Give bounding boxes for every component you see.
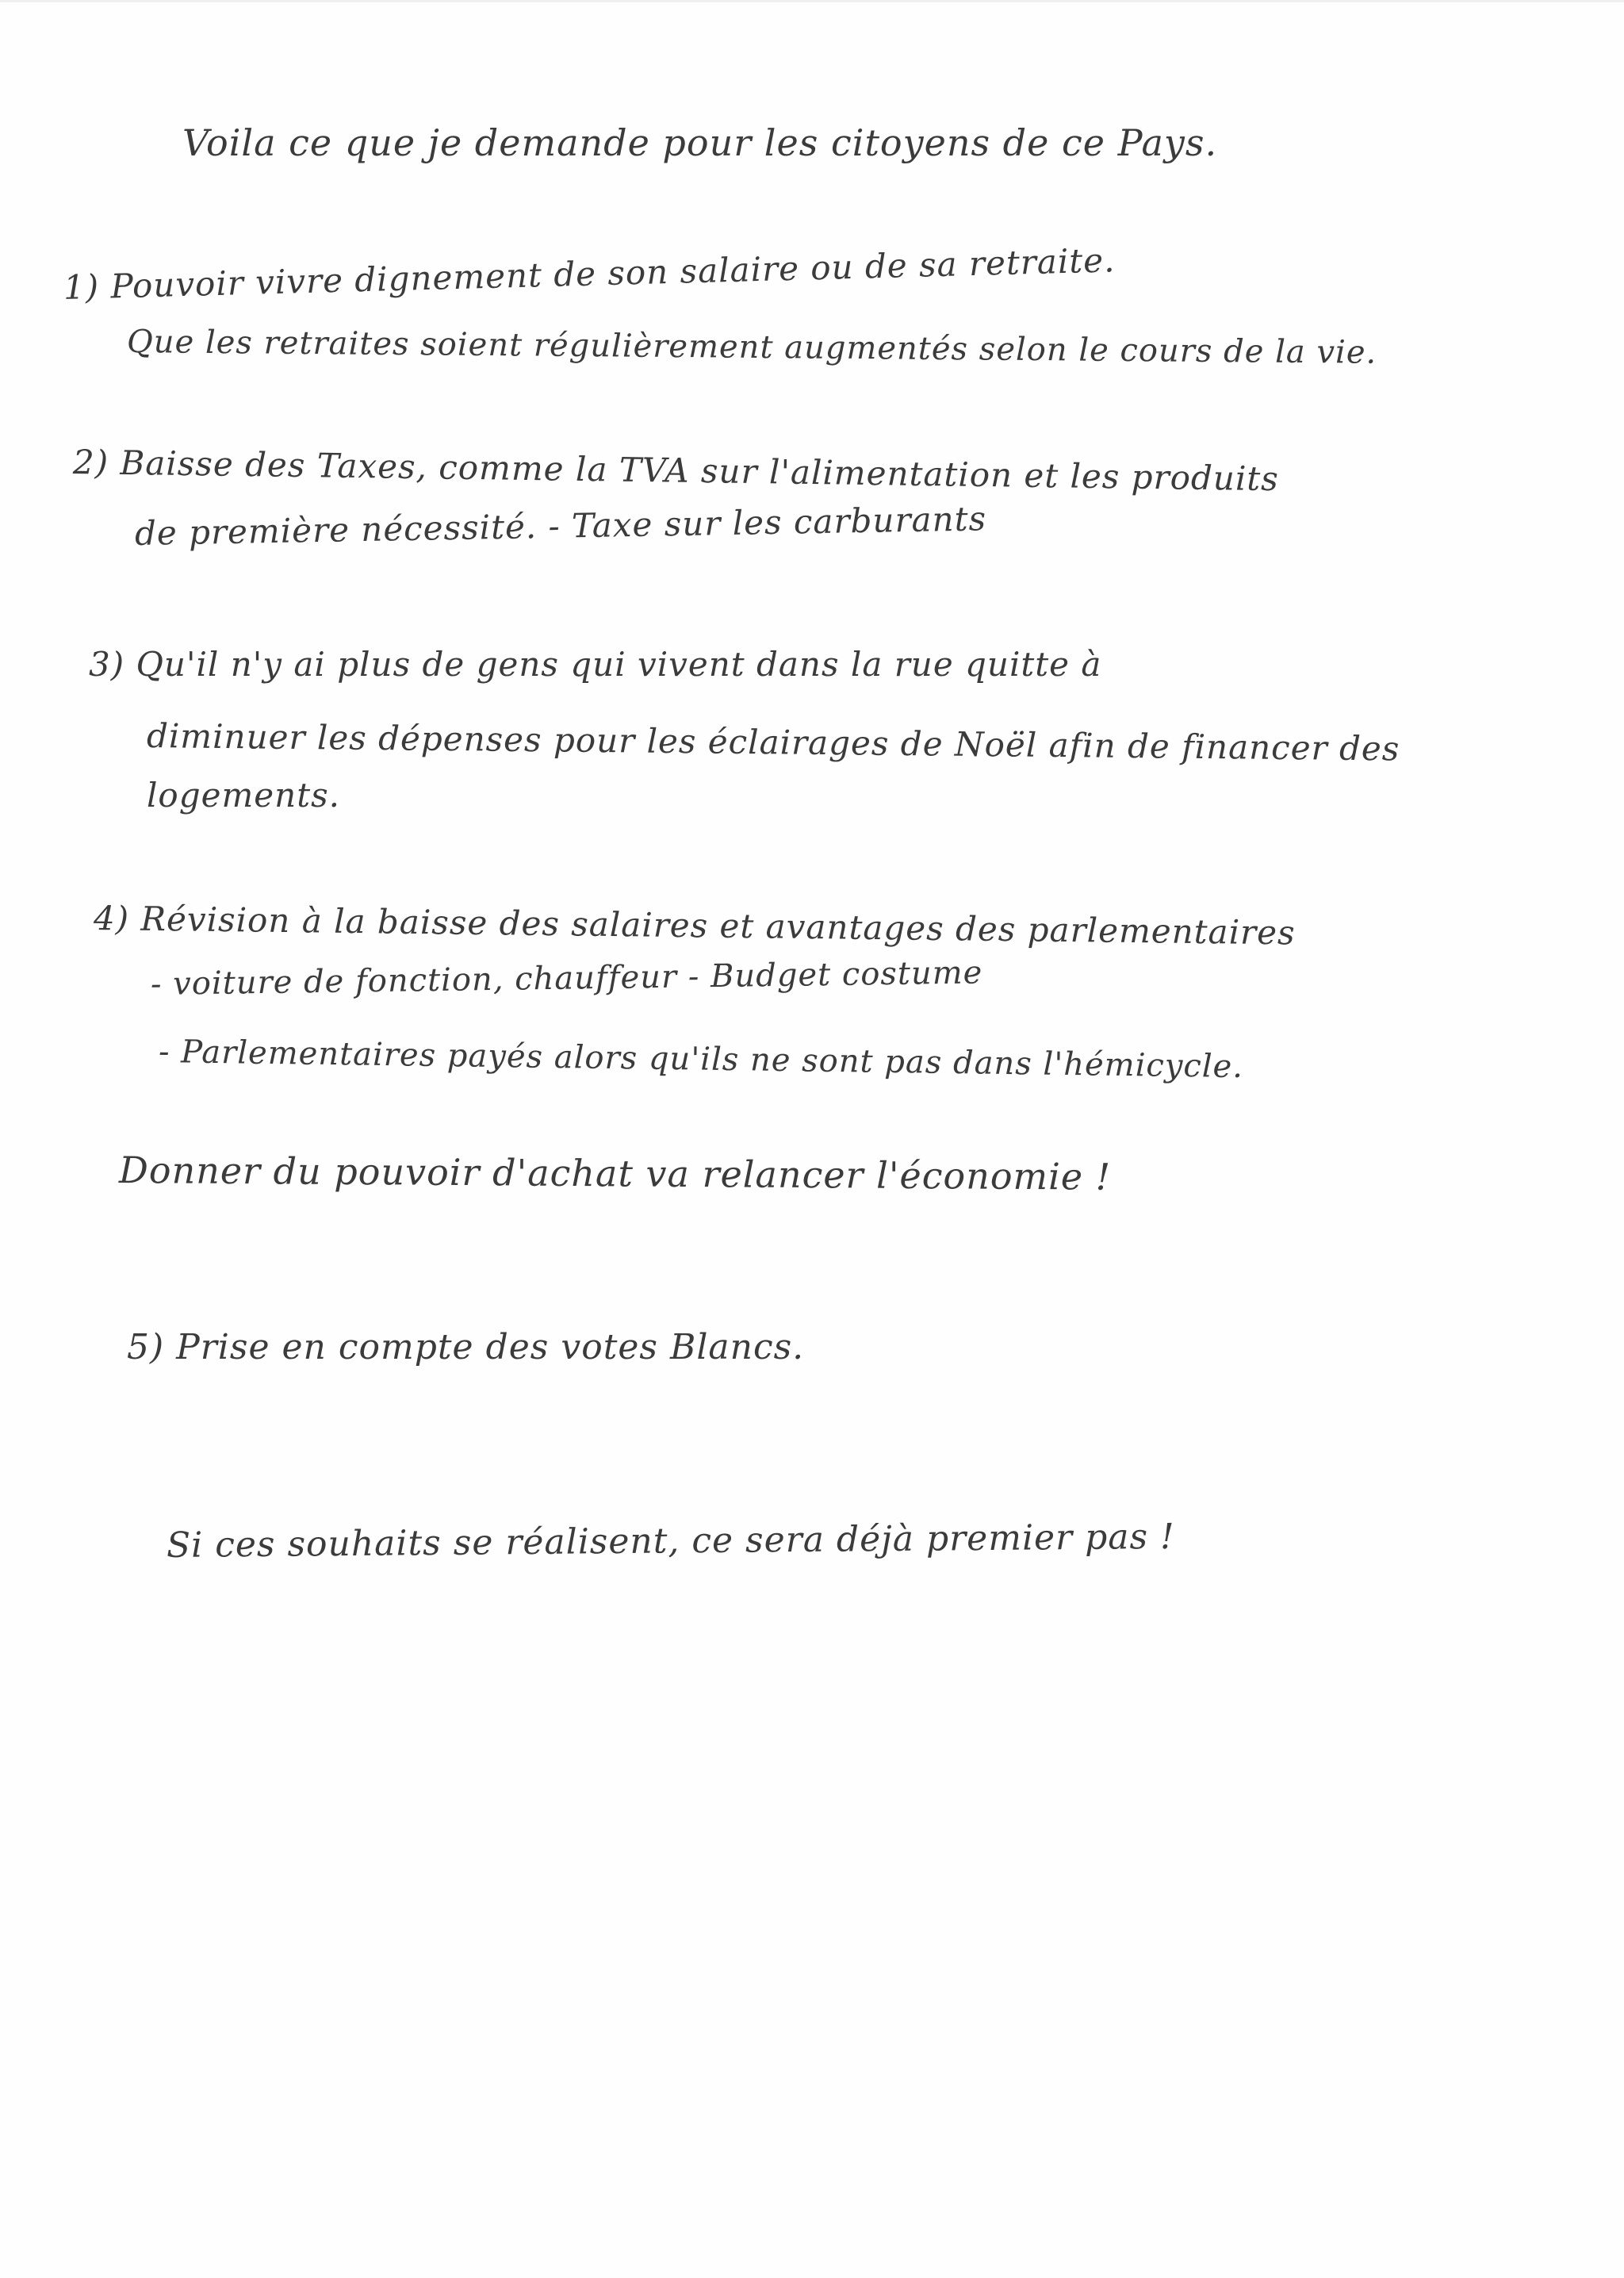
item-3-text-3: logements.: [147, 776, 340, 815]
item-4-number: 4): [93, 899, 130, 938]
item-5-line-1: [127, 1327, 804, 1367]
item-2-text-1: Baisse des Taxes, comme la TVA sur l'alimentation et les produits: [120, 443, 1280, 499]
item-4-line-1: [94, 899, 1296, 953]
item-3-line-1: [89, 645, 1101, 684]
item-3-text-2: diminuer les dépenses pour les éclairages de Noël afin de financer des: [146, 716, 1400, 769]
item-1-text-2: Que les retraites soient régulièrement augmentés selon le cours de la vie.: [126, 324, 1377, 371]
item-1-text-1: Pouvoir vivre dignement de son salaire ou de sa retraite.: [109, 240, 1116, 306]
item-1-line-1: [63, 240, 1116, 307]
item-4-text-3: - Parlementaires payés alors qu'ils ne sont pas dans l'hémicycle.: [158, 1034, 1244, 1086]
item-3-number: 3): [89, 645, 125, 684]
item-4-text-2: - voiture de fonction, chauffeur - Budget costume: [150, 954, 983, 1003]
letter-closing: Si ces souhaits se réalisent, ce sera déjà premier pas !: [166, 1516, 1175, 1566]
item-1-number: 1): [63, 267, 100, 307]
item-2-number: 2): [72, 443, 109, 482]
item-2-line-1: [73, 443, 1279, 498]
item-5-number: 5): [127, 1327, 165, 1367]
letter-title: Voila ce que je demande pour les citoyens de ce Pays.: [182, 121, 1218, 164]
item-3-text-1: Qu'il n'y ai plus de gens qui vivent dans la rue quitte à: [136, 645, 1102, 684]
item-5-text-1: Prise en compte des votes Blancs.: [176, 1327, 805, 1367]
item-4-text-1: Révision à la baisse des salaires et avantages des parlementaires: [140, 899, 1296, 953]
item-4-text-4: Donner du pouvoir d'achat va relancer l'économie !: [118, 1149, 1112, 1198]
item-2-text-2: de première nécessité. - Taxe sur les carburants: [134, 499, 987, 553]
